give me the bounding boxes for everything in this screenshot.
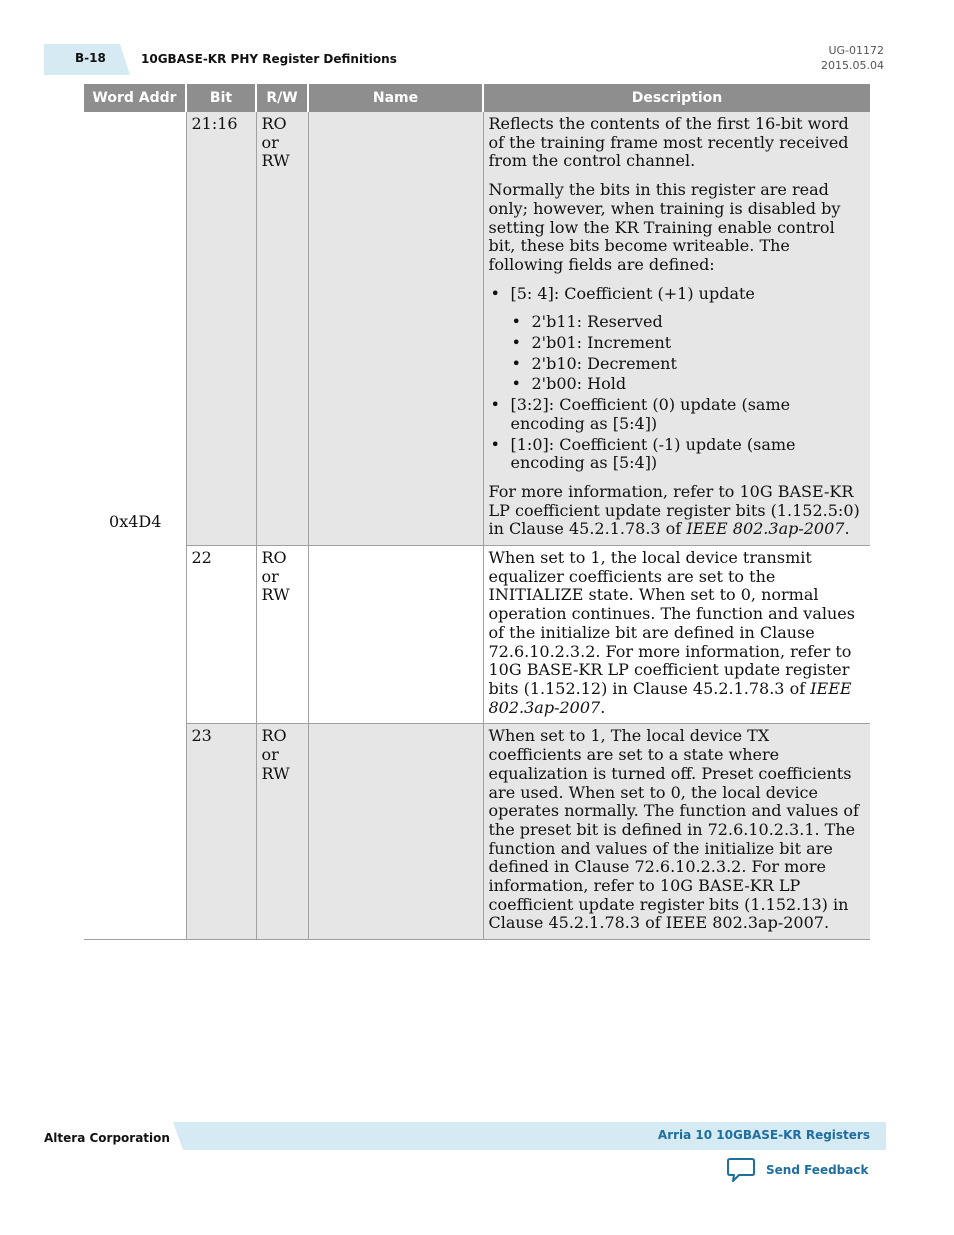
doc-id: UG-01172: [828, 44, 884, 57]
name-cell: [308, 546, 483, 724]
standard-reference: IEEE 802.3ap-2007: [488, 678, 852, 717]
section-title: 10GBASE-KR PHY Register Definitions: [141, 52, 397, 66]
description-text: .: [844, 519, 850, 539]
table-header-row: [84, 84, 870, 112]
rw-line: RW: [261, 585, 290, 605]
rw-line: RW: [261, 763, 290, 783]
doc-date: 2015.05.04: [821, 59, 884, 72]
description-cell: [483, 724, 870, 940]
field-list: [489, 285, 867, 473]
encoding-list: [511, 313, 867, 394]
rw-cell: [256, 546, 308, 724]
description-cell: [483, 112, 870, 546]
list-item: • [3:2]: Coefficient (0) update (same encoding as [5:4]): [511, 396, 867, 433]
col-header-bit: Bit: [186, 84, 256, 112]
word-addr-value: 0x4D4: [109, 512, 162, 532]
rw-cell: [256, 112, 308, 546]
description-paragraph: [489, 483, 867, 539]
list-item: • 2'b11: Reserved: [532, 313, 867, 332]
rw-cell: [256, 724, 308, 940]
table-row: [84, 546, 870, 724]
description-text: For more information, refer to 10G BASE-KR LP coefficient update register bits (1.152.5:0) in Clause 45.2.1.78.3 of: [488, 481, 860, 539]
rw-line: or: [261, 566, 279, 586]
bit-cell: 22: [186, 546, 256, 724]
description-text: When set to 1, the local device transmit equalizer coefficients are set to the INITIALIZE state. When set to 0, normal operation continues. The function and values of the initialize bit are defined in Clause 72.6.10.2.3.2. For more information, refer to 10G BASE-KR LP coefficient update register bits (1.152.12) in Clause 45.2.1.78.3 of: [488, 548, 855, 698]
bit-cell: 23: [186, 724, 256, 940]
description-cell: [483, 546, 870, 724]
list-item-text: [5: 4]: Coefficient (+1) update: [510, 283, 755, 303]
list-item: • 2'b00: Hold: [532, 375, 867, 394]
bit-cell: 21:16: [186, 112, 256, 546]
description-text: .: [600, 697, 606, 717]
rw-line: RW: [261, 151, 290, 171]
rw-line: RO: [261, 726, 287, 746]
description-paragraph: [489, 549, 867, 717]
rw-line: or: [261, 132, 279, 152]
description-paragraph: Normally the bits in this register are read only; however, when training is disabled by setting low the KR Training enable control bit, these bits become writeable. The following fields are defined:: [488, 180, 841, 274]
speech-bubble-icon: [726, 1157, 756, 1183]
col-header-word-addr: Word Addr: [84, 84, 186, 112]
send-feedback-label[interactable]: Send Feedback: [766, 1163, 869, 1177]
table-row: [84, 112, 870, 546]
col-header-description: Description: [483, 84, 870, 112]
section-link[interactable]: Arria 10 10GBASE-KR Registers: [657, 1128, 870, 1142]
col-header-rw: R/W: [256, 84, 308, 112]
list-item: • 2'b10: Decrement: [532, 355, 867, 374]
rw-line: RO: [261, 114, 287, 133]
rw-line: or: [261, 745, 279, 765]
description-paragraph: Reflects the contents of the first 16-bit word of the training frame most recently received from the control channel.: [488, 114, 849, 171]
page-number: B-18: [75, 51, 106, 65]
col-header-name: Name: [308, 84, 483, 112]
table-row: [84, 724, 870, 940]
word-addr-cell: [84, 112, 186, 940]
standard-reference: IEEE 802.3ap-2007: [686, 519, 845, 539]
list-item: • [1:0]: Coefficient (-1) update (same encoding as [5:4]): [511, 436, 867, 473]
name-cell: [308, 724, 483, 940]
list-item: [511, 285, 867, 395]
doc-info: [821, 43, 884, 73]
company-name: Altera Corporation: [44, 1131, 170, 1145]
send-feedback-link[interactable]: [726, 1157, 868, 1183]
list-item: • 2'b01: Increment: [532, 334, 867, 353]
description-paragraph: When set to 1, The local device TX coefficients are set to a state where equalization is turned off. Preset coefficients are used. When set to 0, the local device operates normally. The function and values of the preset bit is defined in 72.6.10.2.3.1. The function and values of the initialize bit are defined in Clause 72.6.10.2.3.2. For more information, refer to 10G BASE-KR LP coefficient update register bits (1.152.13) in Clause 45.2.1.78.3 of IEEE 802.3ap-2007.: [488, 726, 859, 933]
register-table: [84, 84, 870, 940]
rw-line: RO: [261, 548, 287, 568]
name-cell: [308, 112, 483, 546]
